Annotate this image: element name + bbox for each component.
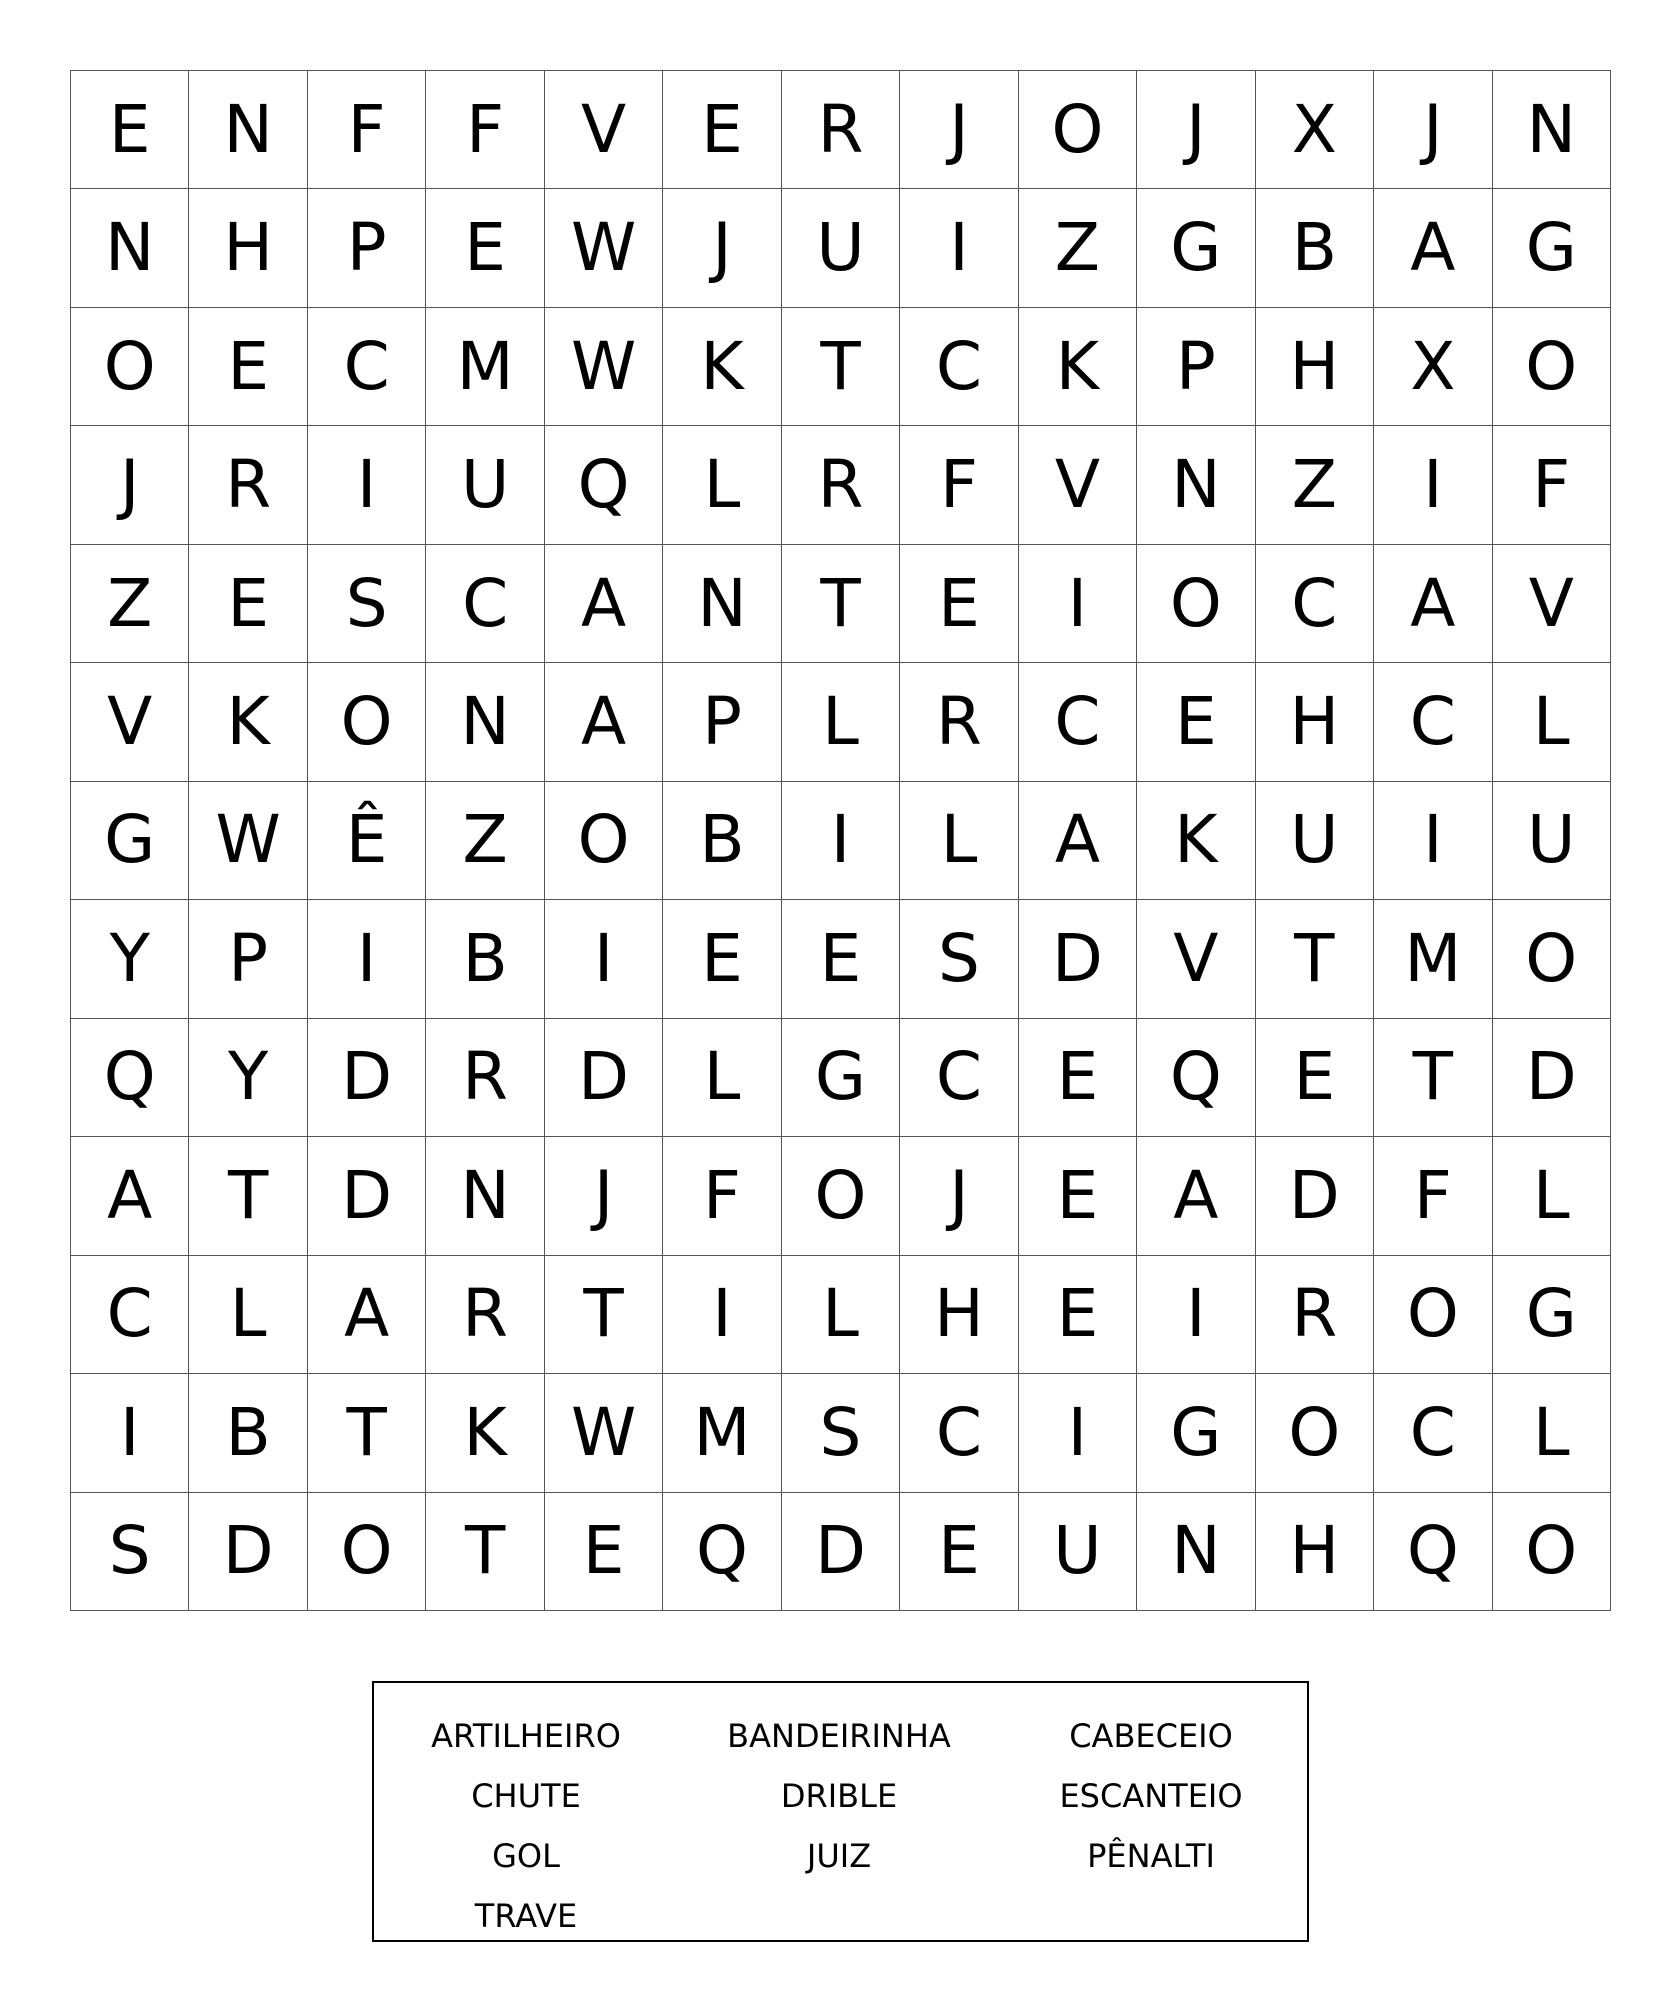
grid-cell[interactable]: D (1019, 900, 1137, 1018)
grid-cell[interactable]: E (782, 900, 900, 1018)
grid-cell[interactable]: N (426, 1137, 544, 1255)
grid-cell[interactable]: T (308, 1374, 426, 1492)
grid-cell[interactable]: T (426, 1493, 544, 1611)
grid-cell[interactable]: Q (71, 1019, 189, 1137)
grid-cell[interactable]: R (426, 1019, 544, 1137)
grid-cell[interactable]: N (1493, 71, 1611, 189)
grid-cell[interactable]: R (782, 426, 900, 544)
grid-cell[interactable]: A (1019, 782, 1137, 900)
grid-cell[interactable]: E (663, 900, 781, 1018)
grid-cell[interactable]: E (1019, 1256, 1137, 1374)
grid-cell[interactable]: L (1493, 1374, 1611, 1492)
grid-cell[interactable]: F (1493, 426, 1611, 544)
grid-cell[interactable]: O (1137, 545, 1255, 663)
grid-cell[interactable]: V (545, 71, 663, 189)
grid-cell[interactable]: A (308, 1256, 426, 1374)
grid-cell[interactable]: Z (71, 545, 189, 663)
grid-cell[interactable]: Q (1137, 1019, 1255, 1137)
grid-cell[interactable]: C (900, 1374, 1018, 1492)
word-list-item: ARTILHEIRO (431, 1717, 621, 1755)
grid-cell[interactable]: I (1019, 1374, 1137, 1492)
grid-cell[interactable]: C (71, 1256, 189, 1374)
grid-cell[interactable]: V (1137, 900, 1255, 1018)
grid-cell[interactable]: R (1256, 1256, 1374, 1374)
grid-cell[interactable]: C (1374, 663, 1492, 781)
grid-cell[interactable]: E (71, 71, 189, 189)
grid-cell[interactable]: O (308, 1493, 426, 1611)
grid-cell[interactable]: P (663, 663, 781, 781)
grid-cell[interactable]: T (1374, 1019, 1492, 1137)
grid-cell[interactable]: N (426, 663, 544, 781)
grid-cell[interactable]: G (1137, 1374, 1255, 1492)
grid-cell[interactable]: U (782, 189, 900, 307)
grid-cell[interactable]: K (426, 1374, 544, 1492)
grid-cell[interactable]: J (71, 426, 189, 544)
grid-cell[interactable]: X (1374, 308, 1492, 426)
grid-cell[interactable]: Y (71, 900, 189, 1018)
grid-cell[interactable]: M (1374, 900, 1492, 1018)
grid-cell[interactable]: W (545, 1374, 663, 1492)
grid-cell[interactable]: Z (1019, 189, 1137, 307)
grid-cell[interactable]: H (1256, 1493, 1374, 1611)
grid-cell[interactable]: E (189, 308, 307, 426)
word-list-item: CHUTE (471, 1777, 581, 1815)
grid-cell[interactable]: G (1137, 189, 1255, 307)
grid-cell[interactable]: D (545, 1019, 663, 1137)
grid-cell[interactable]: F (426, 71, 544, 189)
grid-cell[interactable]: E (663, 71, 781, 189)
grid-cell[interactable]: Z (1256, 426, 1374, 544)
grid-cell[interactable]: I (1374, 782, 1492, 900)
grid-cell[interactable]: U (426, 426, 544, 544)
word-list (372, 1681, 1309, 1942)
grid-cell[interactable]: P (1137, 308, 1255, 426)
grid-cell[interactable]: I (900, 189, 1018, 307)
word-list-item: DRIBLE (780, 1777, 898, 1815)
grid-cell[interactable]: H (1256, 663, 1374, 781)
grid-cell[interactable]: E (900, 545, 1018, 663)
grid-cell[interactable]: A (1137, 1137, 1255, 1255)
grid-cell[interactable]: L (900, 782, 1018, 900)
grid-cell[interactable]: N (663, 545, 781, 663)
grid-cell[interactable]: I (663, 1256, 781, 1374)
grid-cell[interactable]: B (426, 900, 544, 1018)
grid-cell[interactable]: L (663, 426, 781, 544)
grid-cell[interactable]: A (71, 1137, 189, 1255)
grid-cell[interactable]: G (782, 1019, 900, 1137)
grid-cell[interactable]: T (1256, 900, 1374, 1018)
grid-cell[interactable]: L (1493, 1137, 1611, 1255)
grid-cell[interactable]: N (71, 189, 189, 307)
grid-cell[interactable]: O (1493, 1493, 1611, 1611)
grid-cell[interactable]: D (308, 1137, 426, 1255)
grid-cell[interactable]: K (1019, 308, 1137, 426)
grid-cell[interactable]: Z (426, 782, 544, 900)
grid-cell[interactable]: A (545, 663, 663, 781)
grid-cell[interactable]: D (308, 1019, 426, 1137)
grid-cell[interactable]: C (308, 308, 426, 426)
grid-cell[interactable]: O (1256, 1374, 1374, 1492)
grid-cell[interactable]: J (1137, 71, 1255, 189)
grid-cell[interactable]: C (1374, 1374, 1492, 1492)
grid-cell[interactable]: W (545, 189, 663, 307)
word-list-item: PÊNALTI (1087, 1837, 1215, 1875)
grid-cell[interactable]: O (1374, 1256, 1492, 1374)
grid-cell[interactable]: L (1493, 663, 1611, 781)
grid-cell[interactable]: M (663, 1374, 781, 1492)
grid-cell[interactable]: C (900, 1019, 1018, 1137)
word-list-item: ESCANTEIO (1059, 1777, 1243, 1815)
word-list-item: GOL (492, 1837, 560, 1875)
grid-cell[interactable]: O (1493, 900, 1611, 1018)
word-list-item: TRAVE (474, 1897, 578, 1935)
grid-cell[interactable]: I (1019, 545, 1137, 663)
grid-cell[interactable]: J (900, 1137, 1018, 1255)
grid-cell[interactable]: O (782, 1137, 900, 1255)
grid-cell[interactable]: O (545, 782, 663, 900)
grid-cell[interactable]: T (189, 1137, 307, 1255)
grid-cell[interactable]: N (1137, 426, 1255, 544)
grid-cell[interactable]: P (308, 189, 426, 307)
grid-cell[interactable]: D (1493, 1019, 1611, 1137)
grid-cell[interactable]: A (1374, 545, 1492, 663)
grid-cell[interactable]: J (900, 71, 1018, 189)
grid-cell[interactable]: L (663, 1019, 781, 1137)
grid-cell[interactable]: B (189, 1374, 307, 1492)
grid-cell[interactable]: D (189, 1493, 307, 1611)
grid-cell[interactable]: M (426, 308, 544, 426)
grid-cell[interactable]: R (189, 426, 307, 544)
grid-cell[interactable]: T (782, 545, 900, 663)
grid-cell[interactable]: Q (663, 1493, 781, 1611)
letter-grid (70, 70, 1611, 1611)
grid-cell[interactable]: E (426, 189, 544, 307)
grid-cell[interactable]: S (71, 1493, 189, 1611)
grid-cell[interactable]: I (308, 426, 426, 544)
grid-cell[interactable]: J (663, 189, 781, 307)
grid-cell[interactable]: N (189, 71, 307, 189)
grid-cell[interactable]: O (308, 663, 426, 781)
word-list-item: JUIZ (806, 1837, 872, 1875)
grid-cell[interactable]: F (663, 1137, 781, 1255)
grid-cell[interactable]: L (189, 1256, 307, 1374)
grid-cell[interactable]: Ê (308, 782, 426, 900)
grid-cell[interactable]: V (71, 663, 189, 781)
grid-cell[interactable]: A (1374, 189, 1492, 307)
grid-cell[interactable]: S (782, 1374, 900, 1492)
grid-cell[interactable]: I (71, 1374, 189, 1492)
grid-cell[interactable]: O (1493, 308, 1611, 426)
grid-cell[interactable]: U (1256, 782, 1374, 900)
grid-cell[interactable]: D (1256, 1137, 1374, 1255)
grid-cell[interactable]: K (189, 663, 307, 781)
grid-cell[interactable]: R (900, 663, 1018, 781)
grid-cell[interactable]: G (71, 782, 189, 900)
grid-cell[interactable]: H (900, 1256, 1018, 1374)
grid-cell[interactable]: E (1256, 1019, 1374, 1137)
grid-cell[interactable]: B (1256, 189, 1374, 307)
word-list-item: CABECEIO (1069, 1717, 1233, 1755)
grid-cell[interactable]: T (545, 1256, 663, 1374)
grid-cell[interactable]: E (545, 1493, 663, 1611)
word-list-item: BANDEIRINHA (727, 1717, 951, 1755)
grid-cell[interactable]: D (782, 1493, 900, 1611)
grid-cell[interactable]: C (1019, 663, 1137, 781)
grid-cell[interactable]: R (782, 71, 900, 189)
grid-cell[interactable]: I (308, 900, 426, 1018)
grid-cell[interactable]: C (900, 308, 1018, 426)
grid-cell[interactable]: X (1256, 71, 1374, 189)
grid-cell[interactable]: J (545, 1137, 663, 1255)
grid-cell[interactable]: E (189, 545, 307, 663)
grid-cell[interactable]: V (1493, 545, 1611, 663)
grid-cell[interactable]: Q (1374, 1493, 1492, 1611)
grid-cell[interactable]: Y (189, 1019, 307, 1137)
grid-cell[interactable]: F (308, 71, 426, 189)
grid-cell[interactable]: F (1374, 1137, 1492, 1255)
grid-cell[interactable]: L (782, 663, 900, 781)
grid-cell[interactable]: T (782, 308, 900, 426)
grid-cell[interactable]: N (1137, 1493, 1255, 1611)
grid-cell[interactable]: E (1137, 663, 1255, 781)
grid-cell[interactable]: L (782, 1256, 900, 1374)
grid-cell[interactable]: O (1019, 71, 1137, 189)
grid-cell[interactable]: I (545, 900, 663, 1018)
grid-cell[interactable]: S (900, 900, 1018, 1018)
grid-cell[interactable]: R (426, 1256, 544, 1374)
grid-cell[interactable]: W (189, 782, 307, 900)
grid-cell[interactable]: V (1019, 426, 1137, 544)
grid-cell[interactable]: C (426, 545, 544, 663)
grid-cell[interactable]: G (1493, 189, 1611, 307)
grid-cell[interactable]: U (1493, 782, 1611, 900)
grid-cell[interactable]: H (1256, 308, 1374, 426)
grid-cell[interactable]: H (189, 189, 307, 307)
grid-cell[interactable]: J (1374, 71, 1492, 189)
grid-cell[interactable]: I (782, 782, 900, 900)
grid-cell[interactable]: O (71, 308, 189, 426)
grid-cell[interactable]: U (1019, 1493, 1137, 1611)
grid-cell[interactable]: F (900, 426, 1018, 544)
grid-cell[interactable]: P (189, 900, 307, 1018)
grid-cell[interactable]: G (1493, 1256, 1611, 1374)
grid-cell[interactable]: I (1137, 1256, 1255, 1374)
grid-cell[interactable]: C (1256, 545, 1374, 663)
grid-cell[interactable]: S (308, 545, 426, 663)
grid-cell[interactable]: A (545, 545, 663, 663)
grid-cell[interactable]: I (1374, 426, 1492, 544)
grid-cell[interactable]: E (900, 1493, 1018, 1611)
grid-cell[interactable]: K (663, 308, 781, 426)
grid-cell[interactable]: K (1137, 782, 1255, 900)
grid-cell[interactable]: E (1019, 1019, 1137, 1137)
grid-cell[interactable]: W (545, 308, 663, 426)
grid-cell[interactable]: Q (545, 426, 663, 544)
grid-cell[interactable]: E (1019, 1137, 1137, 1255)
grid-cell[interactable]: B (663, 782, 781, 900)
